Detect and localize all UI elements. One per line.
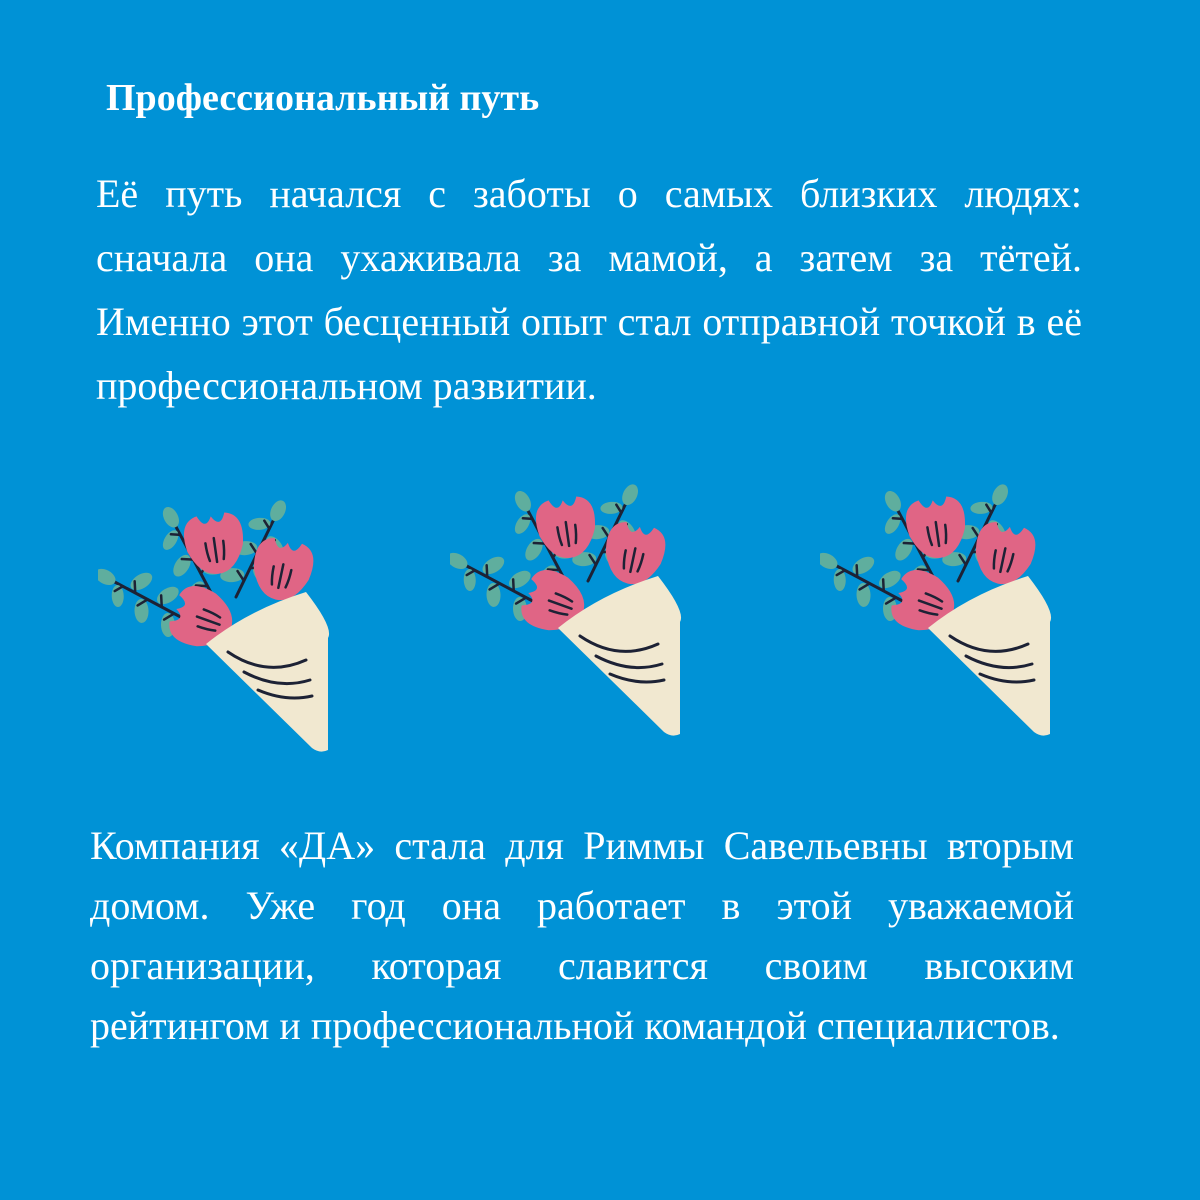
bouquet-icon [98,432,338,762]
company-paragraph: Компания «ДА» стала для Риммы Савельевны вторым домом. Уже год она работает в этой уважаемой организации, которая славится своим высоким рейтингом и профессиональной командой специалистов. [90,823,1074,1048]
bouquet-icon [820,416,1060,746]
intro-paragraph: Её путь начался с заботы о самых близких людях: сначала она ухаживала за мамой, а затем за тётей. Именно этот бесценный опыт стал отправной точкой в её профессиональном развитии. [96,171,1082,408]
page-title: Профессиональный путь [106,77,540,119]
bouquet-icon [450,416,690,746]
